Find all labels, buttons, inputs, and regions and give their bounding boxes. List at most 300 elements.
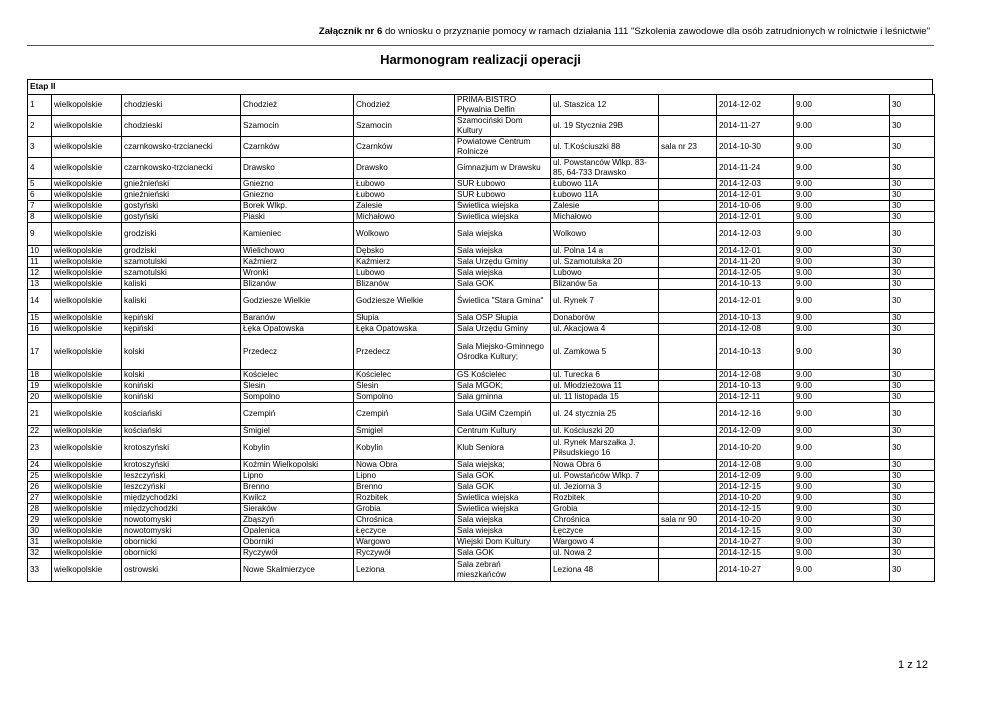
- address-cell: ul. Staszica 12: [551, 95, 659, 116]
- county-cell: koniński: [122, 392, 241, 403]
- province-cell: wielkopolskie: [52, 201, 122, 212]
- locality-cell: Grobia: [354, 504, 455, 515]
- table-row: [28, 201, 935, 212]
- row-number: 21: [28, 403, 52, 426]
- room-cell: [659, 403, 717, 426]
- row-number: 17: [28, 335, 52, 370]
- row-number: 16: [28, 324, 52, 335]
- county-cell: czarnkowsko-trzcianecki: [122, 158, 241, 179]
- locality-cell: Sompolno: [354, 392, 455, 403]
- participants-cell: 30: [890, 437, 935, 460]
- time-cell: 9.00: [794, 437, 890, 460]
- commune-cell: Kaźmierz: [241, 257, 354, 268]
- participants-cell: 30: [890, 335, 935, 370]
- locality-cell: Kobylin: [354, 437, 455, 460]
- time-cell: 9.00: [794, 493, 890, 504]
- date-cell: 2014-10-20: [717, 493, 794, 504]
- participants-cell: 30: [890, 493, 935, 504]
- commune-cell: Koźmin Wielkopolski: [241, 460, 354, 471]
- commune-cell: Kamieniec: [241, 223, 354, 246]
- table-row: [28, 223, 935, 246]
- locality-cell: Ryczywół: [354, 548, 455, 559]
- venue-cell: SUR Łubowo: [455, 179, 551, 190]
- province-cell: wielkopolskie: [52, 370, 122, 381]
- commune-cell: Gniezno: [241, 179, 354, 190]
- room-cell: [659, 426, 717, 437]
- locality-cell: Czempiń: [354, 403, 455, 426]
- document-header: [0, 26, 930, 37]
- time-cell: 9.00: [794, 290, 890, 313]
- date-cell: 2014-12-11: [717, 392, 794, 403]
- county-cell: ostrowski: [122, 559, 241, 582]
- locality-cell: Lubowo: [354, 268, 455, 279]
- address-cell: ul. Młodzieżowa 11: [551, 381, 659, 392]
- row-number: 18: [28, 370, 52, 381]
- venue-cell: GS Kościelec: [455, 370, 551, 381]
- venue-cell: Sala gminna: [455, 392, 551, 403]
- venue-cell: Sala wiejska;: [455, 460, 551, 471]
- participants-cell: 30: [890, 392, 935, 403]
- province-cell: wielkopolskie: [52, 526, 122, 537]
- province-cell: wielkopolskie: [52, 482, 122, 493]
- row-number: 23: [28, 437, 52, 460]
- room-cell: [659, 526, 717, 537]
- participants-cell: 30: [890, 137, 935, 158]
- locality-cell: Brenno: [354, 482, 455, 493]
- time-cell: 9.00: [794, 313, 890, 324]
- table-row: [28, 268, 935, 279]
- locality-cell: Łubowo: [354, 190, 455, 201]
- province-cell: wielkopolskie: [52, 437, 122, 460]
- room-cell: [659, 437, 717, 460]
- venue-cell: Sala wiejska: [455, 223, 551, 246]
- province-cell: wielkopolskie: [52, 426, 122, 437]
- address-cell: ul. 19 Stycznia 29B: [551, 116, 659, 137]
- locality-cell: Szamocin: [354, 116, 455, 137]
- venue-cell: Sala GOK: [455, 471, 551, 482]
- province-cell: wielkopolskie: [52, 257, 122, 268]
- locality-cell: Dębsko: [354, 246, 455, 257]
- participants-cell: 30: [890, 381, 935, 392]
- date-cell: 2014-10-13: [717, 381, 794, 392]
- time-cell: 9.00: [794, 279, 890, 290]
- address-cell: ul. Rynek 7: [551, 290, 659, 313]
- participants-cell: 30: [890, 403, 935, 426]
- commune-cell: Zbąszyń: [241, 515, 354, 526]
- commune-cell: Chodzież: [241, 95, 354, 116]
- time-cell: 9.00: [794, 116, 890, 137]
- room-cell: [659, 223, 717, 246]
- venue-cell: Sala wiejska: [455, 246, 551, 257]
- county-cell: leszczyński: [122, 482, 241, 493]
- participants-cell: 30: [890, 471, 935, 482]
- address-cell: Wolkowo: [551, 223, 659, 246]
- room-cell: [659, 257, 717, 268]
- address-cell: Wargowo 4: [551, 537, 659, 548]
- participants-cell: 30: [890, 116, 935, 137]
- venue-cell: Gimnazjum w Drawsku: [455, 158, 551, 179]
- county-cell: kościański: [122, 426, 241, 437]
- province-cell: wielkopolskie: [52, 268, 122, 279]
- room-cell: [659, 471, 717, 482]
- row-number: 7: [28, 201, 52, 212]
- participants-cell: 30: [890, 370, 935, 381]
- province-cell: wielkopolskie: [52, 158, 122, 179]
- row-number: 8: [28, 212, 52, 223]
- address-cell: ul. Nowa 2: [551, 548, 659, 559]
- participants-cell: 30: [890, 290, 935, 313]
- participants-cell: 30: [890, 279, 935, 290]
- row-number: 31: [28, 537, 52, 548]
- venue-cell: Sala Urzędu Gminy: [455, 257, 551, 268]
- time-cell: 9.00: [794, 537, 890, 548]
- time-cell: 9.00: [794, 158, 890, 179]
- participants-cell: 30: [890, 223, 935, 246]
- county-cell: chodzieski: [122, 95, 241, 116]
- room-cell: [659, 179, 717, 190]
- county-cell: chodzieski: [122, 116, 241, 137]
- table-row: [28, 212, 935, 223]
- table-row: [28, 504, 935, 515]
- row-number: 9: [28, 223, 52, 246]
- participants-cell: 30: [890, 515, 935, 526]
- province-cell: wielkopolskie: [52, 223, 122, 246]
- county-cell: kolski: [122, 335, 241, 370]
- time-cell: 9.00: [794, 246, 890, 257]
- commune-cell: Brenno: [241, 482, 354, 493]
- page-number: 1 z 12: [898, 659, 928, 671]
- participants-cell: 30: [890, 158, 935, 179]
- room-cell: [659, 537, 717, 548]
- province-cell: wielkopolskie: [52, 548, 122, 559]
- participants-cell: 30: [890, 482, 935, 493]
- participants-cell: 30: [890, 559, 935, 582]
- address-cell: ul. Akacjowa 4: [551, 324, 659, 335]
- table-row: [28, 482, 935, 493]
- county-cell: gnieźnieński: [122, 179, 241, 190]
- venue-cell: Centrum Kultury: [455, 426, 551, 437]
- room-cell: [659, 493, 717, 504]
- row-number: 15: [28, 313, 52, 324]
- row-number: 30: [28, 526, 52, 537]
- row-number: 5: [28, 179, 52, 190]
- address-cell: Grobia: [551, 504, 659, 515]
- commune-cell: Łęka Opatowska: [241, 324, 354, 335]
- room-cell: [659, 190, 717, 201]
- row-number: 22: [28, 426, 52, 437]
- address-cell: ul. Kościuszki 20: [551, 426, 659, 437]
- table-row: [28, 95, 935, 116]
- participants-cell: 30: [890, 537, 935, 548]
- table-row: [28, 313, 935, 324]
- county-cell: obornicki: [122, 537, 241, 548]
- county-cell: gostyński: [122, 201, 241, 212]
- date-cell: 2014-10-13: [717, 279, 794, 290]
- date-cell: 2014-12-03: [717, 179, 794, 190]
- address-cell: Chrośnica: [551, 515, 659, 526]
- commune-cell: Czempiń: [241, 403, 354, 426]
- county-cell: obornicki: [122, 548, 241, 559]
- venue-cell: Świetlica wiejska: [455, 493, 551, 504]
- address-cell: ul. T.Kościuszki 88: [551, 137, 659, 158]
- table-row: [28, 137, 935, 158]
- address-cell: ul. 11 listopada 15: [551, 392, 659, 403]
- province-cell: wielkopolskie: [52, 460, 122, 471]
- time-cell: 9.00: [794, 201, 890, 212]
- address-cell: Rozbitek: [551, 493, 659, 504]
- province-cell: wielkopolskie: [52, 493, 122, 504]
- venue-cell: Sala zebrań mieszkańców: [455, 559, 551, 582]
- address-cell: Łubowo 11A: [551, 190, 659, 201]
- address-cell: Donaborów: [551, 313, 659, 324]
- date-cell: 2014-11-24: [717, 158, 794, 179]
- time-cell: 9.00: [794, 370, 890, 381]
- participants-cell: 30: [890, 426, 935, 437]
- province-cell: wielkopolskie: [52, 324, 122, 335]
- participants-cell: 30: [890, 95, 935, 116]
- time-cell: 9.00: [794, 335, 890, 370]
- commune-cell: Godziesze Wielkie: [241, 290, 354, 313]
- attachment-label: Załącznik nr 6: [318, 26, 383, 37]
- row-number: 4: [28, 158, 52, 179]
- county-cell: czarnkowsko-trzcianecki: [122, 137, 241, 158]
- date-cell: 2014-10-06: [717, 201, 794, 212]
- room-cell: [659, 313, 717, 324]
- date-cell: 2014-12-09: [717, 426, 794, 437]
- address-cell: Zalesie: [551, 201, 659, 212]
- locality-cell: Wargowo: [354, 537, 455, 548]
- venue-cell: Sala wiejska: [455, 526, 551, 537]
- participants-cell: 30: [890, 212, 935, 223]
- county-cell: kępiński: [122, 313, 241, 324]
- table-row: [28, 392, 935, 403]
- time-cell: 9.00: [794, 137, 890, 158]
- address-cell: ul. Powstańców Wlkp. 7: [551, 471, 659, 482]
- participants-cell: 30: [890, 179, 935, 190]
- table-row: [28, 548, 935, 559]
- locality-cell: Łęka Opatowska: [354, 324, 455, 335]
- row-number: 29: [28, 515, 52, 526]
- locality-cell: Kaźmierz: [354, 257, 455, 268]
- county-cell: międzychodzki: [122, 504, 241, 515]
- province-cell: wielkopolskie: [52, 179, 122, 190]
- table-row: [28, 324, 935, 335]
- province-cell: wielkopolskie: [52, 279, 122, 290]
- locality-cell: Chrośnica: [354, 515, 455, 526]
- county-cell: krotoszyński: [122, 460, 241, 471]
- participants-cell: 30: [890, 246, 935, 257]
- time-cell: 9.00: [794, 179, 890, 190]
- section-label: Etap II: [30, 81, 56, 91]
- time-cell: 9.00: [794, 324, 890, 335]
- date-cell: 2014-12-15: [717, 504, 794, 515]
- county-cell: szamotulski: [122, 268, 241, 279]
- time-cell: 9.00: [794, 548, 890, 559]
- participants-cell: 30: [890, 190, 935, 201]
- county-cell: szamotulski: [122, 257, 241, 268]
- commune-cell: Oborniki: [241, 537, 354, 548]
- row-number: 6: [28, 190, 52, 201]
- row-number: 11: [28, 257, 52, 268]
- table-row: [28, 515, 935, 526]
- commune-cell: Ślesin: [241, 381, 354, 392]
- venue-cell: Sala GOK: [455, 279, 551, 290]
- province-cell: wielkopolskie: [52, 403, 122, 426]
- date-cell: 2014-12-01: [717, 290, 794, 313]
- locality-cell: Przedecz: [354, 335, 455, 370]
- time-cell: 9.00: [794, 223, 890, 246]
- time-cell: 9.00: [794, 515, 890, 526]
- county-cell: kaliski: [122, 279, 241, 290]
- county-cell: gostyński: [122, 212, 241, 223]
- commune-cell: Borek Wlkp.: [241, 201, 354, 212]
- time-cell: 9.00: [794, 471, 890, 482]
- time-cell: 9.00: [794, 526, 890, 537]
- table-row: [28, 179, 935, 190]
- venue-cell: Sala wiejska: [455, 268, 551, 279]
- time-cell: 9.00: [794, 268, 890, 279]
- commune-cell: Wielichowo: [241, 246, 354, 257]
- locality-cell: Drawsko: [354, 158, 455, 179]
- date-cell: 2014-11-20: [717, 257, 794, 268]
- row-number: 33: [28, 559, 52, 582]
- venue-cell: Świetlica wiejska: [455, 201, 551, 212]
- address-cell: ul. 24 stycznia 25: [551, 403, 659, 426]
- table-row: [28, 526, 935, 537]
- date-cell: 2014-12-02: [717, 95, 794, 116]
- time-cell: 9.00: [794, 190, 890, 201]
- locality-cell: Lipno: [354, 471, 455, 482]
- venue-cell: Klub Seniora: [455, 437, 551, 460]
- time-cell: 9.00: [794, 403, 890, 426]
- date-cell: 2014-12-08: [717, 460, 794, 471]
- table-row: [28, 537, 935, 548]
- venue-cell: SUR Łubowo: [455, 190, 551, 201]
- participants-cell: 30: [890, 268, 935, 279]
- address-cell: Lubowo: [551, 268, 659, 279]
- room-cell: [659, 548, 717, 559]
- participants-cell: 30: [890, 257, 935, 268]
- date-cell: 2014-10-27: [717, 537, 794, 548]
- date-cell: 2014-12-15: [717, 526, 794, 537]
- table-row: [28, 381, 935, 392]
- locality-cell: Leziona: [354, 559, 455, 582]
- header-divider: [27, 45, 934, 46]
- date-cell: 2014-10-20: [717, 515, 794, 526]
- county-cell: kępiński: [122, 324, 241, 335]
- commune-cell: Sompolno: [241, 392, 354, 403]
- date-cell: 2014-12-01: [717, 190, 794, 201]
- venue-cell: Świetlica wiejska: [455, 212, 551, 223]
- row-number: 1: [28, 95, 52, 116]
- address-cell: Blizanów 5a: [551, 279, 659, 290]
- participants-cell: 30: [890, 324, 935, 335]
- date-cell: 2014-10-27: [717, 559, 794, 582]
- province-cell: wielkopolskie: [52, 335, 122, 370]
- room-cell: [659, 95, 717, 116]
- venue-cell: Sala OSP Słupia: [455, 313, 551, 324]
- table-row: [28, 190, 935, 201]
- table-row: [28, 426, 935, 437]
- row-number: 3: [28, 137, 52, 158]
- section-box: [27, 79, 933, 94]
- address-cell: ul. Szamotulska 20: [551, 257, 659, 268]
- table-row: [28, 493, 935, 504]
- time-cell: 9.00: [794, 257, 890, 268]
- locality-cell: Wolkowo: [354, 223, 455, 246]
- venue-cell: Sala wiejska: [455, 515, 551, 526]
- commune-cell: Wronki: [241, 268, 354, 279]
- locality-cell: Łęczyce: [354, 526, 455, 537]
- table-row: [28, 437, 935, 460]
- participants-cell: 30: [890, 460, 935, 471]
- room-cell: [659, 504, 717, 515]
- locality-cell: Chodzież: [354, 95, 455, 116]
- row-number: 12: [28, 268, 52, 279]
- date-cell: 2014-10-20: [717, 437, 794, 460]
- province-cell: wielkopolskie: [52, 392, 122, 403]
- province-cell: wielkopolskie: [52, 515, 122, 526]
- commune-cell: Piaski: [241, 212, 354, 223]
- locality-cell: Michałowo: [354, 212, 455, 223]
- province-cell: wielkopolskie: [52, 381, 122, 392]
- time-cell: 9.00: [794, 381, 890, 392]
- room-cell: sala nr 90: [659, 515, 717, 526]
- locality-cell: Śmigiel: [354, 426, 455, 437]
- row-number: 28: [28, 504, 52, 515]
- locality-cell: Łubowo: [354, 179, 455, 190]
- commune-cell: Lipno: [241, 471, 354, 482]
- commune-cell: Kwilcz: [241, 493, 354, 504]
- county-cell: krotoszyński: [122, 437, 241, 460]
- county-cell: kolski: [122, 370, 241, 381]
- province-cell: wielkopolskie: [52, 190, 122, 201]
- province-cell: wielkopolskie: [52, 559, 122, 582]
- participants-cell: 30: [890, 526, 935, 537]
- commune-cell: Nowe Skalmierzyce: [241, 559, 354, 582]
- table-row: [28, 116, 935, 137]
- row-number: 25: [28, 471, 52, 482]
- commune-cell: Opalenica: [241, 526, 354, 537]
- table-row: [28, 290, 935, 313]
- province-cell: wielkopolskie: [52, 246, 122, 257]
- room-cell: [659, 324, 717, 335]
- locality-cell: Rozbitek: [354, 493, 455, 504]
- row-number: 19: [28, 381, 52, 392]
- county-cell: grodziski: [122, 246, 241, 257]
- table-row: [28, 471, 935, 482]
- date-cell: 2014-10-30: [717, 137, 794, 158]
- date-cell: 2014-10-13: [717, 313, 794, 324]
- participants-cell: 30: [890, 201, 935, 212]
- venue-cell: Sala Urzędu Gminy: [455, 324, 551, 335]
- date-cell: 2014-11-27: [717, 116, 794, 137]
- venue-cell: Świetlica wiejska: [455, 504, 551, 515]
- county-cell: koniński: [122, 381, 241, 392]
- venue-cell: Sala GOK: [455, 482, 551, 493]
- county-cell: międzychodzki: [122, 493, 241, 504]
- participants-cell: 30: [890, 313, 935, 324]
- locality-cell: Nowa Obra: [354, 460, 455, 471]
- row-number: 24: [28, 460, 52, 471]
- date-cell: 2014-12-16: [717, 403, 794, 426]
- commune-cell: Ryczywół: [241, 548, 354, 559]
- room-cell: [659, 559, 717, 582]
- table-row: [28, 246, 935, 257]
- attachment-description: do wniosku o przyznanie pomocy w ramach działania 111 "Szkolenia zawodowe dla osób zatrudnionych w rolnictwie i leśnictwie": [382, 26, 930, 37]
- commune-cell: Przedecz: [241, 335, 354, 370]
- venue-cell: Szamociński Dom Kultury: [455, 116, 551, 137]
